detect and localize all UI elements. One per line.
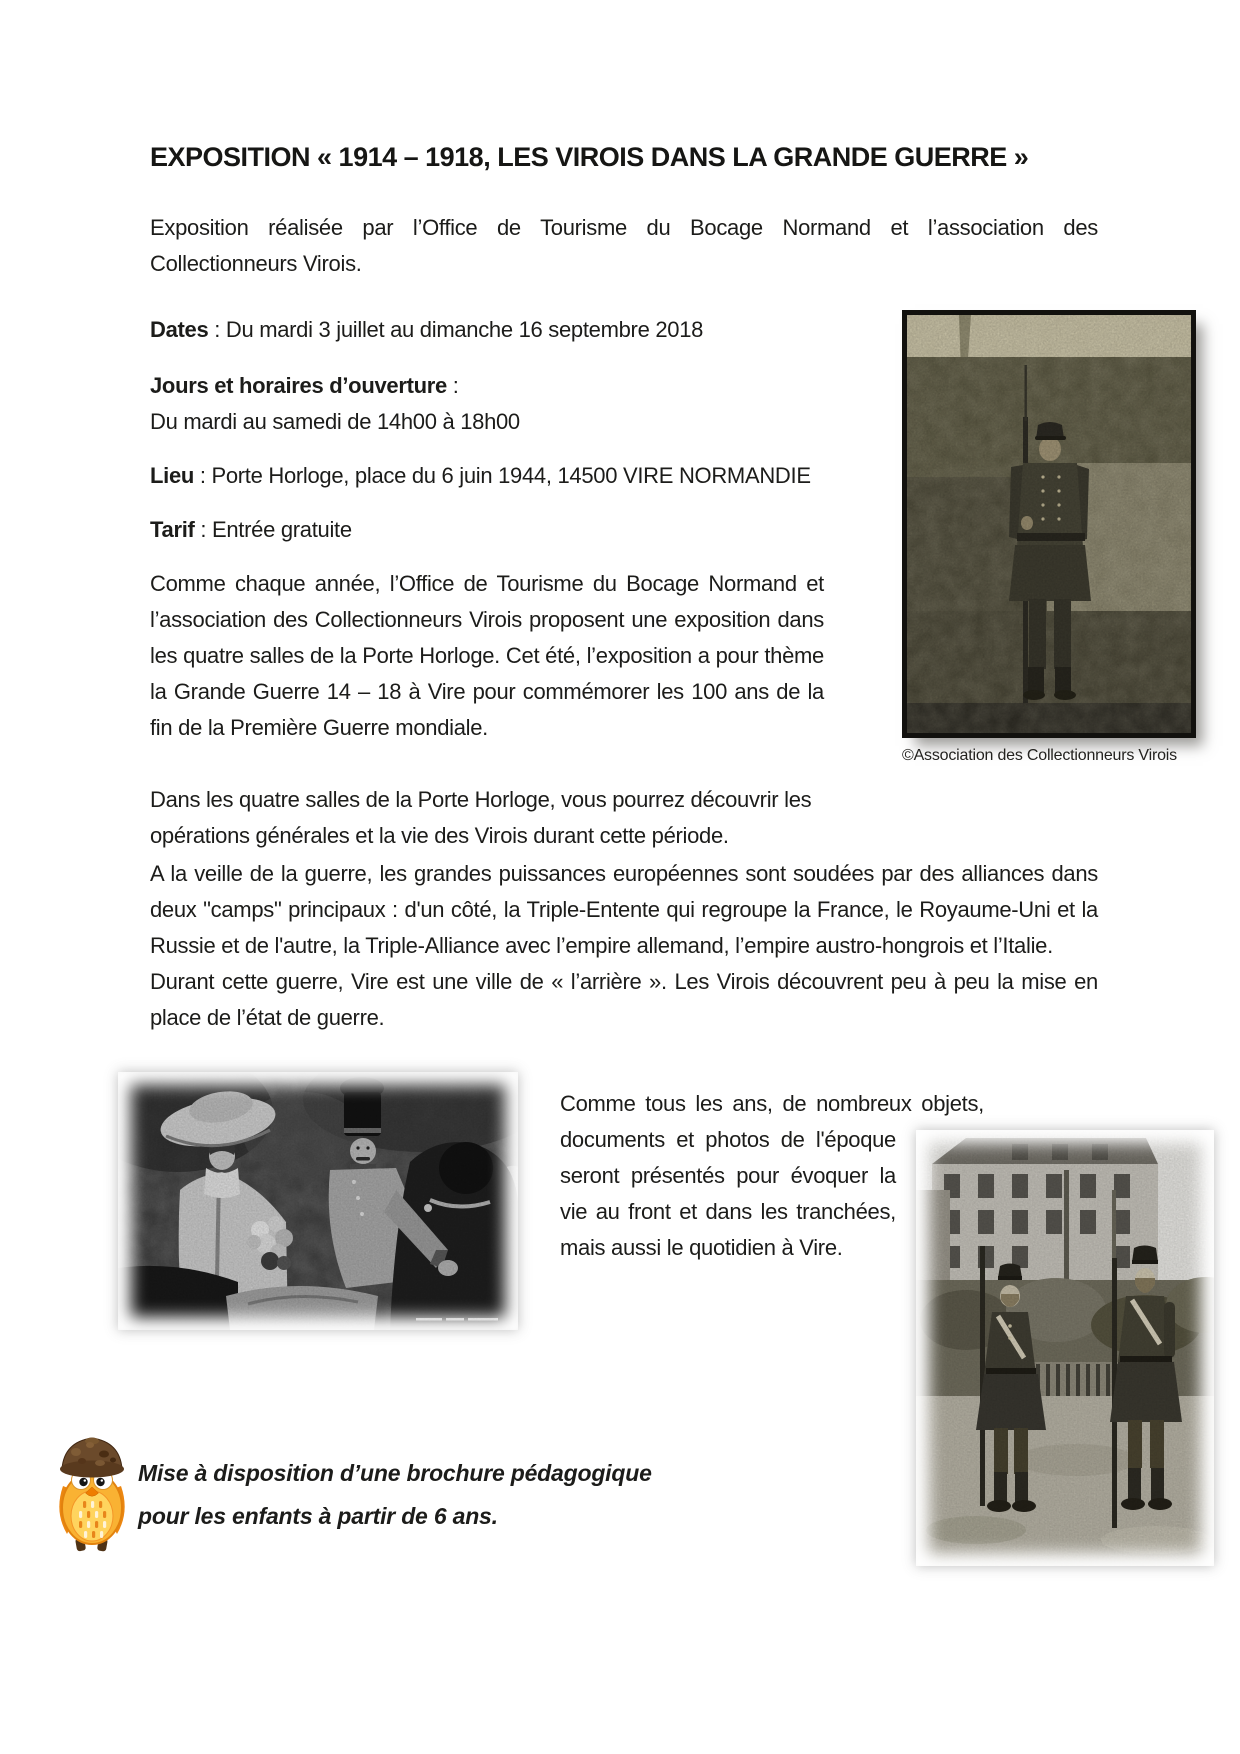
dates-value: : Du mardi 3 juillet au dimanche 16 septembre 2018 xyxy=(208,317,704,342)
photo-soldier-portrait xyxy=(902,310,1196,738)
owl-helmet-icon xyxy=(54,1432,130,1558)
photo-two-soldiers xyxy=(916,1130,1214,1566)
price-label: Tarif xyxy=(150,517,195,542)
owl-helmet-clipart xyxy=(54,1432,130,1558)
photo-credit-caption: ©Association des Collectionneurs Virois xyxy=(902,747,1177,764)
photo-archduke-car xyxy=(118,1072,518,1330)
place-line xyxy=(150,458,811,494)
alliances-paragraph: A la veille de la guerre, les grandes puissances européennes sont soudées par des alliances dans deux "camps" principaux : d'un côté, la Triple-Entente qui regroupe la France, le Royaume-Uni et la Russie et de l'autre, la Triple-Alliance avec l’empire allemand, l’empire austro-hongrois et l’Italie. xyxy=(150,861,1098,958)
price-line xyxy=(150,512,352,548)
history-block xyxy=(150,856,1098,1036)
dates-line xyxy=(150,312,703,348)
photo-two-soldiers-art xyxy=(916,1130,1214,1566)
objects-paragraph-text: Comme tous les ans, de nombreux objets, documents et photos de l'époque seront présentés pour évoquer la vie au front et dans les tranchées, mais aussi le quotidien à Vire. xyxy=(560,1091,984,1260)
opening-hours-label: Jours et horaires d’ouverture xyxy=(150,373,447,398)
photo-archduke-car-art xyxy=(118,1072,518,1330)
brochure-note: Mise à disposition d’une brochure pédagogique pour les enfants à partir de 6 ans. xyxy=(138,1460,652,1529)
price-value: : Entrée gratuite xyxy=(194,517,352,542)
opening-hours-line xyxy=(150,368,459,404)
place-label: Lieu xyxy=(150,463,195,488)
rear-city-paragraph: Durant cette guerre, Vire est une ville de « l’arrière ». Les Virois découvrent peu à peu la mise en place de l’état de guerre. xyxy=(150,969,1098,1030)
photo-soldier-portrait-art xyxy=(907,315,1191,733)
place-value: : Porte Horloge, place du 6 juin 1944, 14500 VIRE NORMANDIE xyxy=(194,463,811,488)
opening-hours-value: Du mardi au samedi de 14h00 à 18h00 xyxy=(150,409,520,434)
dates-label: Dates xyxy=(150,317,209,342)
intro-paragraph: Exposition réalisée par l’Office de Tourisme du Bocage Normand et l’association des Collectionneurs Virois. xyxy=(150,215,1098,276)
opening-hours-colon: : xyxy=(446,373,459,398)
page-title: EXPOSITION « 1914 – 1918, LES VIROIS DANS LA GRANDE GUERRE » xyxy=(150,142,1029,172)
every-year-paragraph: Comme chaque année, l’Office de Tourisme du Bocage Normand et l’association des Collectionneurs Virois proposent une exposition dans les quatre salles de la Porte Horloge. Cet été, l’exposition a pour thème la Grande Guerre 14 – 18 à Vire pour commémorer les 100 ans de la fin de la Première Guerre mondiale. xyxy=(150,571,824,740)
four-rooms-paragraph: Dans les quatre salles de la Porte Horloge, vous pourrez découvrir les opérations générales et la vie des Virois durant cette période. xyxy=(150,787,812,848)
